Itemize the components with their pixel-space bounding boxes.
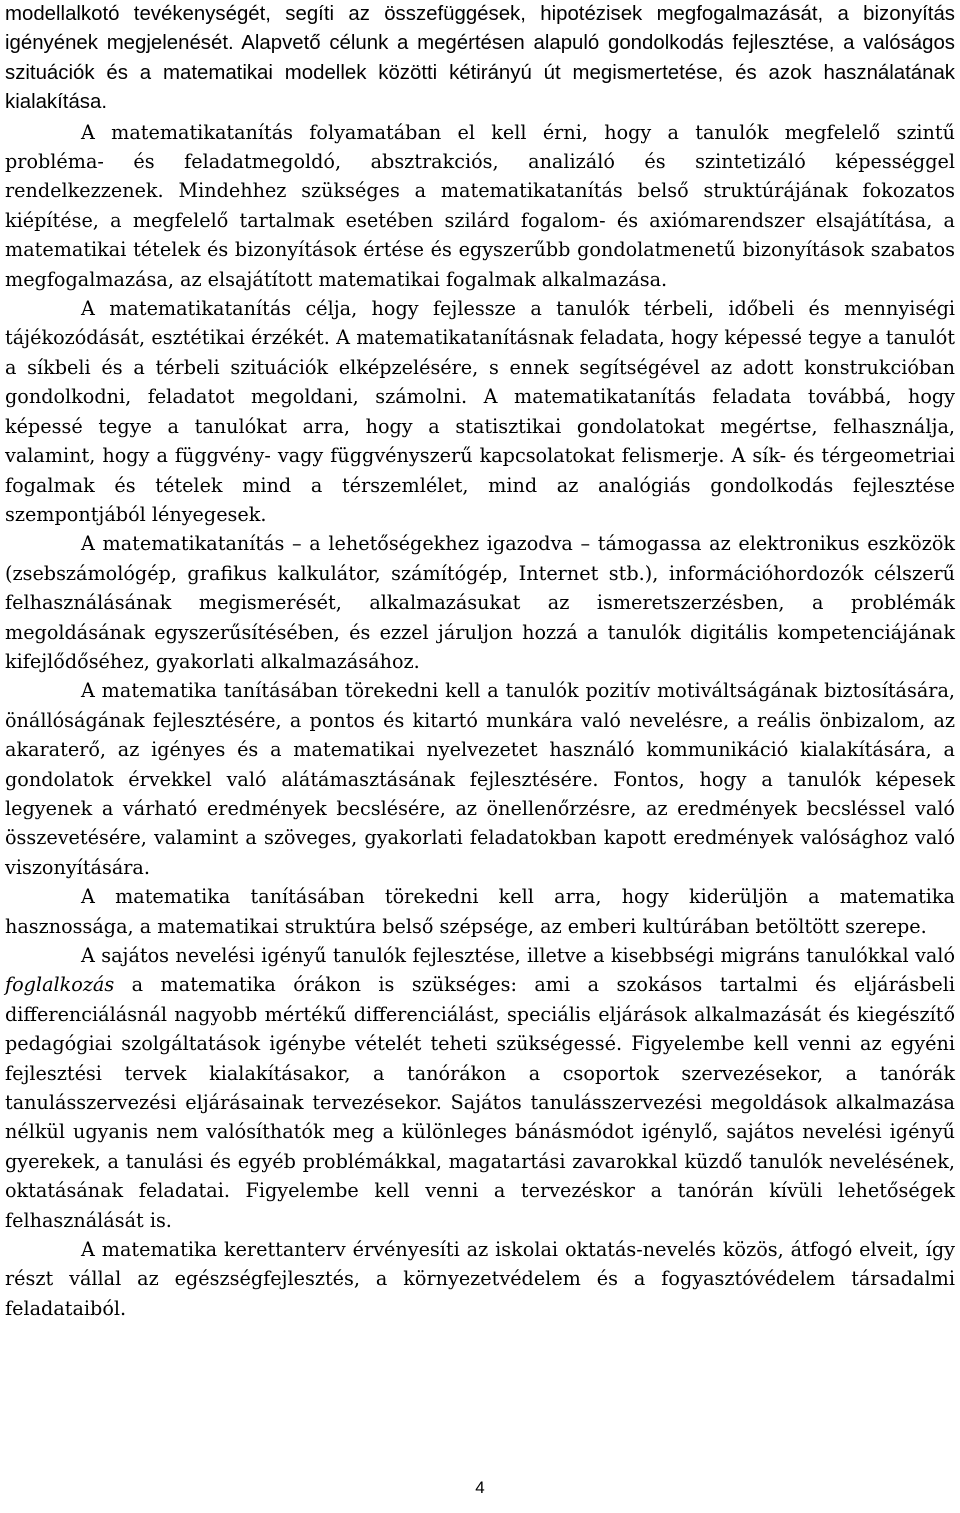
paragraph — [5, 118, 955, 294]
paragraph-text: A matematika kerettanterv érvényesíti az iskolai oktatás-nevelés közös, átfogó elveit, így részt vállal az egészségfejlesztés, a környezetvédelem és a fogyasztóvédelem társadalmi feladataiból. — [5, 1238, 955, 1320]
paragraph-text: a matematika órákon is szükséges: ami a szokásos tartalmi és eljárásbeli differenciálásnál nagyobb mértékű differenciálást, speciális eljárások alkalmazását és kiegészítő pedagógiai szolgáltatások igénybe vételét teheti szükségessé. Figyelembe kell venni az egyéni fejlesztési tervek kialakításakor, a tanórákon a csoportok szervezésekor, a tanórák tanulásszervezési eljárásainak tervezésekor. Sajátos tanulásszervezési megoldások alkalmazása nélkül ugyanis nem valósíthatók meg a különleges bánásmódot igénylő, sajátos nevelési igényű gyerekek, a tanulási és egyéb problémákkal, magatartási zavarokkal küzdő tanulók nevelésének, oktatásának feladatai. Figyelembe kell venni a tervezéskor a tanórán kívüli lehetőségek felhasználását is. — [5, 973, 955, 1232]
paragraph — [5, 1235, 955, 1323]
paragraph — [5, 941, 955, 1235]
page-number: 4 — [475, 1478, 485, 1497]
paragraph-text: A matematika tanításában törekedni kell a tanulók pozitív motiváltságának biztosítására, önállóságának fejlesztésére, a pontos és kitartó munkára való nevelésre, a reális önbizalom, az akaraterő, az igényes és a matematikai nyelvezetet használó kommunikáció kialakítására, a gondolatok érvekkel való alátámasztásának fejlesztésére. Fontos, hogy a tanulók képesek legyenek a várható eredmények becslésére, az önellenőrzésre, az eredmények becsléssel való összevetésére, valamint a szöveges, gyakorlati feladatokban kapott eredmények valósághoz való viszonyítására. — [5, 679, 955, 879]
paragraph-text: A matematika tanításában törekedni kell arra, hogy kiderüljön a matematika hasznossága, a matematikai struktúra belső szépsége, az emberi kultúrában betöltött szerepe. — [5, 885, 955, 938]
paragraph-text: A sajátos nevelési igényű tanulók fejlesztése, illetve a kisebbségi migráns tanulókkal való — [81, 944, 955, 967]
paragraph — [5, 676, 955, 882]
paragraph-text: A matematikatanítás célja, hogy fejlessze a tanulók térbeli, időbeli és mennyiségi tájékozódását, esztétikai érzékét. A matematikatanításnak feladata, hogy képessé tegye a tanulót a síkbeli és a térbeli szituációk elképzelésére, s ennek segítségével az adott konstrukcióban gondolkodni, feladatot megoldani, számolni. A matematikatanítás feladata továbbá, hogy képessé tegye a tanulókat arra, hogy a statisztikai gondolatokat megértse, felhasználja, valamint, hogy a függvény- vagy függvényszerű kapcsolatokat felismerje. A sík- és térgeometriai fogalmak és tételek mind a térszemlélet, mind az analógiás gondolkodás fejlesztése szempontjából lényegesek. — [5, 297, 955, 526]
paragraph-text: modellalkotó tevékenységét, segíti az összefüggések, hipotézisek megfogalmazását, a bizonyítás igényének megjelenését. Alapvető célunk a megértésen alapuló gondolkodás fejlesztése, a valóságos szituációk és a matematikai modellek közötti kétirányú út megismertetése, és azok használatának kialakítása. — [5, 3, 955, 114]
paragraph-italic-text: foglalkozás — [5, 973, 115, 997]
document-page — [5, 0, 955, 1323]
paragraph — [5, 529, 955, 676]
paragraph — [5, 882, 955, 941]
paragraph — [5, 0, 955, 118]
paragraph — [5, 294, 955, 529]
paragraph-text: A matematikatanítás – a lehetőségekhez igazodva – támogassa az elektronikus eszközök (zsebszámológép, grafikus kalkulátor, számítógép, Internet stb.), információhordozók célszerű felhasználásának megismerését, alkalmazásukat az ismeretszerzésben, a problémák megoldásának egyszerűsítésében, és ezzel járuljon hozzá a tanulók digitális kompetenciájának kifejlődőséhez, gyakorlati alkalmazásához. — [5, 532, 955, 673]
paragraph-text: A matematikatanítás folyamatában el kell érni, hogy a tanulók megfelelő szintű probléma- és feladatmegoldó, absztrakciós, analizáló és szintetizáló képességgel rendelkezzenek. Mindehhez szükséges a matematikatanítás belső struktúrájának fokozatos kiépítése, a megfelelő tartalmak esetében szilárd fogalom- és axiómarendszer elsajátítása, a matematikai tételek és bizonyítások értése és egyszerűbb gondolatmenetű bizonyítások szabatos megfogalmazása, az elsajátított matematikai fogalmak alkalmazása. — [5, 120, 955, 291]
